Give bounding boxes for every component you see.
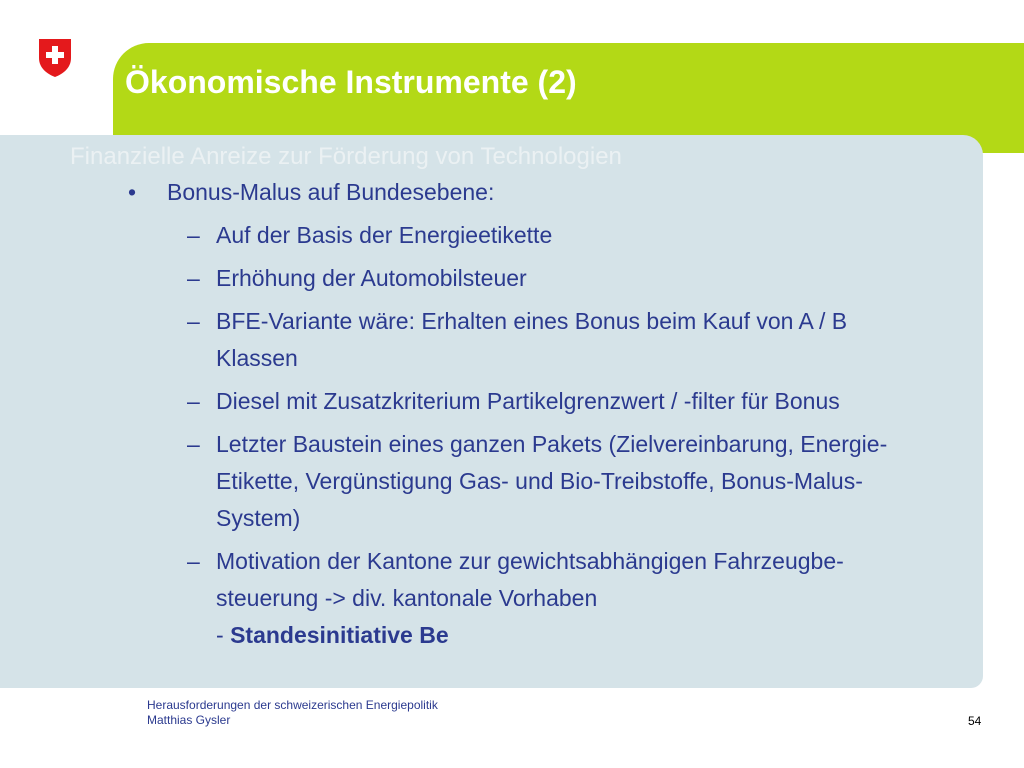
page-number: 54 <box>968 714 982 728</box>
dash-marker: – <box>187 431 200 457</box>
highlight-text: Standesinitiative Be <box>230 622 449 648</box>
sub-bullet-item <box>0 217 983 254</box>
dash-marker: – <box>187 222 200 248</box>
bullet-list <box>0 174 983 654</box>
swiss-shield-icon <box>38 38 72 78</box>
dash-marker: – <box>187 265 200 291</box>
dash-marker: – <box>187 308 200 334</box>
slide-title: Ökonomische Instrumente (2) <box>125 64 577 100</box>
sub-bullet-text: Auf der Basis der Energieetikette <box>216 222 553 248</box>
sub-bullet-text: Erhöhung der Automobilsteuer <box>216 265 527 291</box>
sub-bullet-item <box>0 260 983 297</box>
dash-marker: – <box>187 388 200 414</box>
sub-bullet-text: Etikette, Vergünstigung Gas- und Bio-Treibstoffe, Bonus-Malus- <box>216 468 863 494</box>
footer <box>147 698 438 728</box>
bullet-item <box>0 174 983 211</box>
bullet-text: Bonus-Malus auf Bundesebene: <box>167 179 495 205</box>
sub-bullet-text: System) <box>216 505 301 531</box>
footer-author: Matthias Gysler <box>147 713 231 727</box>
sub-bullet-text-last <box>216 617 943 654</box>
dash-marker: – <box>187 548 200 574</box>
sub-bullet-text: Letzter Baustein eines ganzen Pakets (Zielvereinbarung, Energie- <box>216 431 888 457</box>
sub-bullet-text: Motivation der Kantone zur gewichtsabhängigen Fahrzeugbe- <box>216 548 844 574</box>
slide-subtitle: Finanzielle Anreize zur Förderung von Technologien <box>70 143 622 170</box>
sub-bullet-text: steuerung -> div. kantonale Vorhaben <box>216 585 598 611</box>
sub-bullet-item <box>0 383 983 420</box>
footer-title: Herausforderungen der schweizerischen Energiepolitik <box>147 698 438 712</box>
sub-bullet-text: Diesel mit Zusatzkriterium Partikelgrenzwert / -filter für Bonus <box>216 388 840 414</box>
bullet-marker: • <box>128 179 137 205</box>
sub-bullet-text: BFE-Variante wäre: Erhalten eines Bonus beim Kauf von A / B <box>216 308 848 334</box>
sub-bullet-item <box>0 303 983 377</box>
sub-bullet-text: Klassen <box>216 345 298 371</box>
sub-bullet-item <box>0 426 983 537</box>
prefix-dash: - <box>216 622 231 648</box>
sub-bullet-item <box>0 543 983 654</box>
